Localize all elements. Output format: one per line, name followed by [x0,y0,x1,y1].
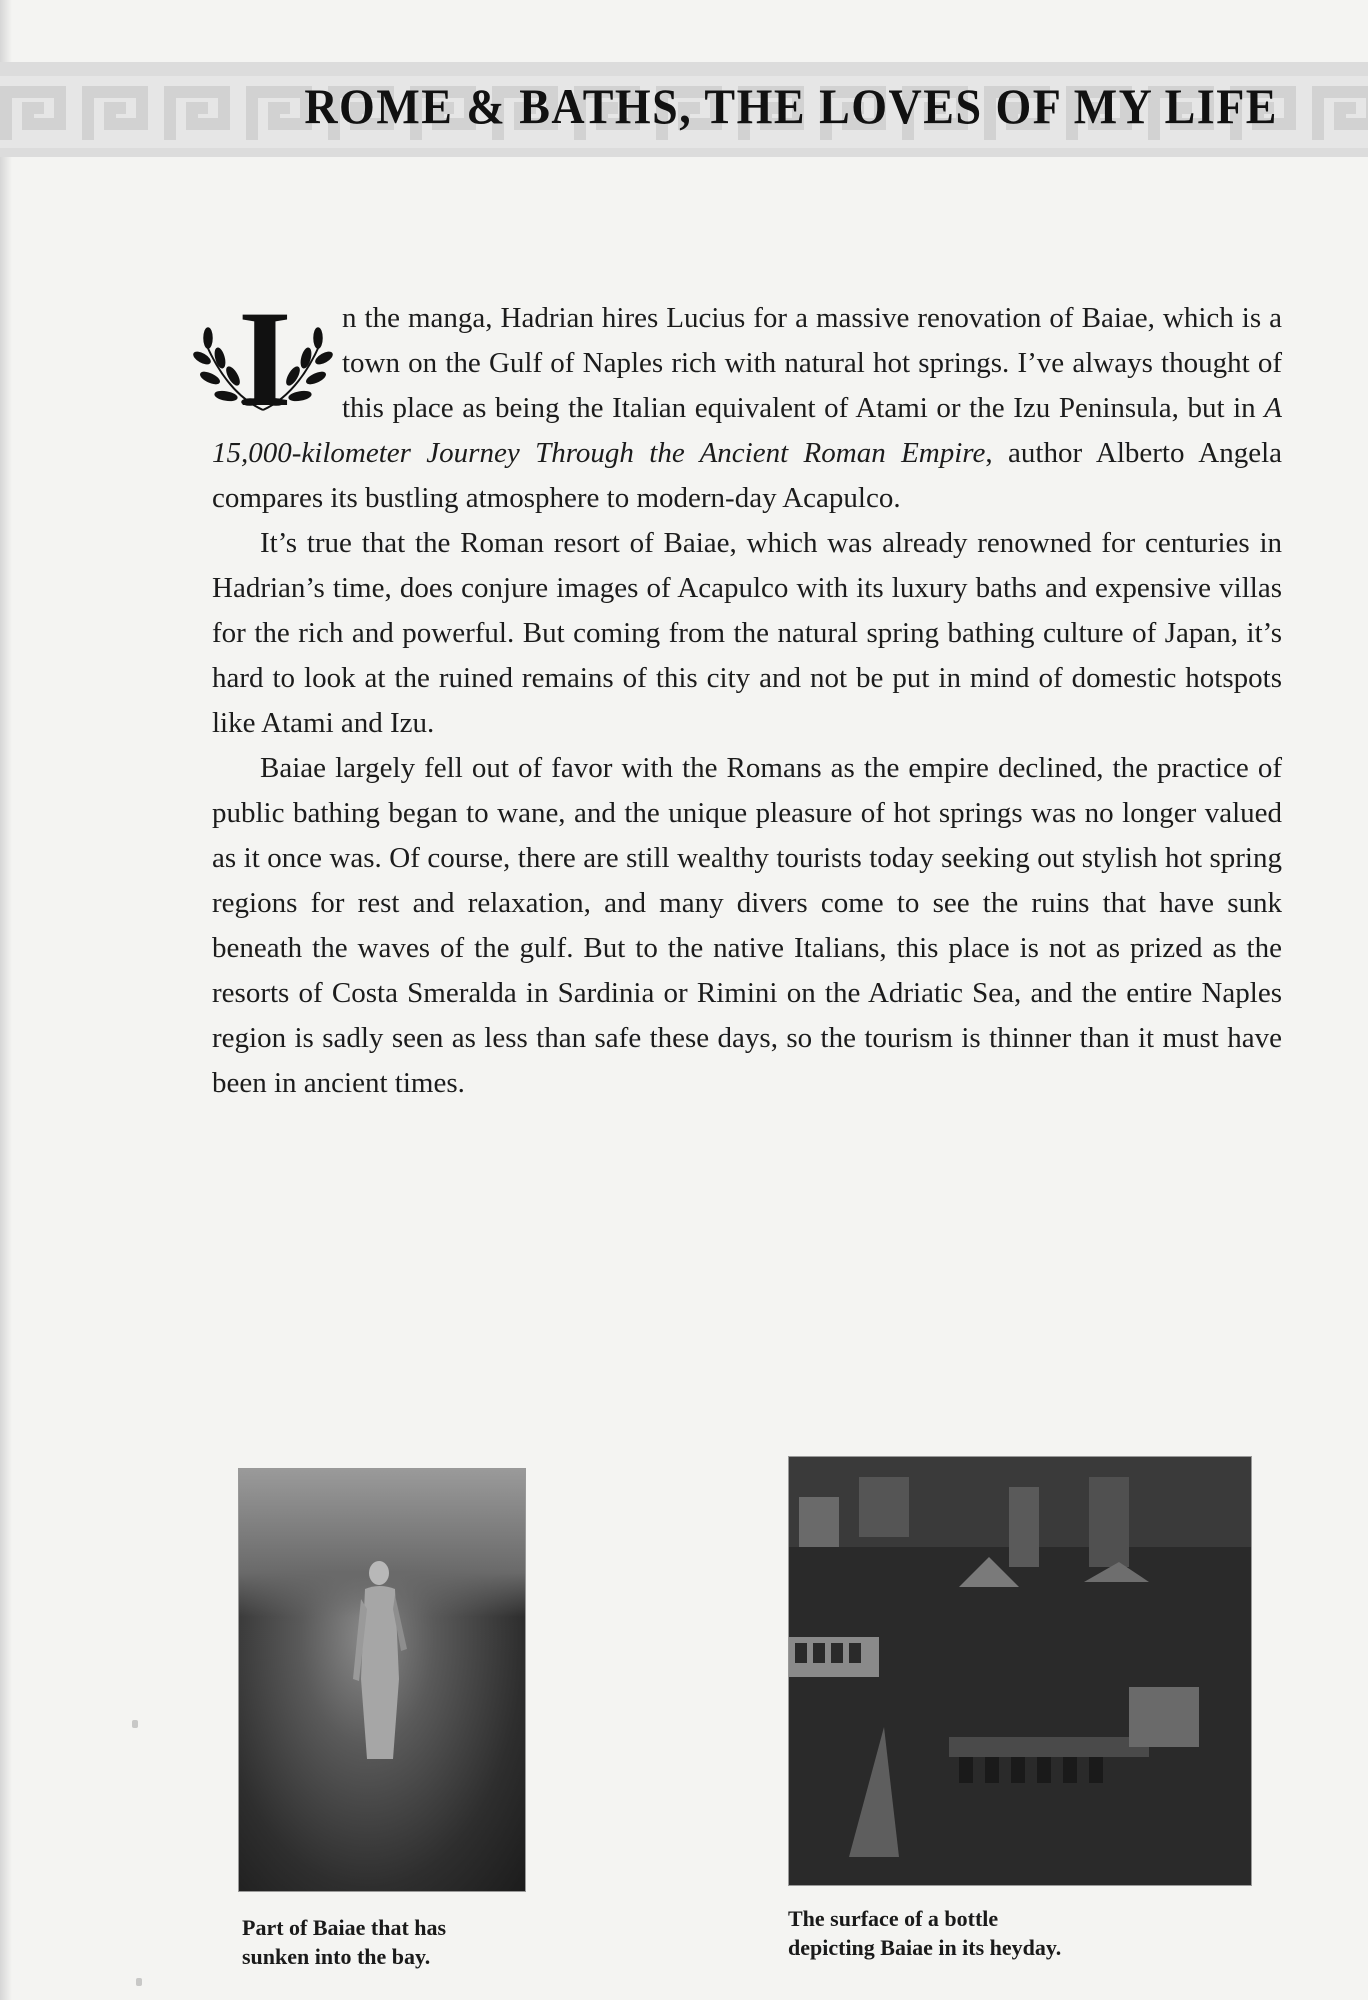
city-engraving-icon [789,1457,1251,1885]
paragraph-3: Baiae largely fell out of favor with the Romans as the empire declined, the practice of public bathing began to wane, and the unique pleasure of hot springs was no longer valued as it once was. Of course, there are still wealthy tourists today seeking out stylish hot spring regions for rest and relaxation, and many divers come to see the ruins that have sunk beneath the waves of the gulf. But to the native Italians, this place is not as prized as the resorts of Costa Smeralda in Sardinia or Rimini on the Adriatic Sea, and the entire Naples region is sadly seen as less than safe these days, so the tourism is thinner than it must have been in ancient times. [212,752,1282,1099]
text-segment: n the manga, Hadrian hires Lucius for a massive renovation of Baiae, which is a town on the Gulf of Naples rich with natural hot springs. I’ve always thought of this place as being the Italian equivalent of Atami or the Izu Peninsula, but in [342,302,1282,424]
underwater-statue-photo [238,1468,526,1892]
figure-caption-left: Part of Baiae that has sunken into the bay. [242,1915,447,1969]
drop-cap [188,282,336,435]
drop-cap-letter: I [238,282,292,435]
paragraph-1 [212,282,1283,521]
page-spine-shadow [0,0,12,2000]
book-title: A 15,000-kilometer Journey Through the Ancient Roman Empire [212,392,1282,469]
page-title: ROME & BATHS, THE LOVES OF MY LIFE [304,78,1278,135]
text-segment: , author Alberto Angela compares its bustling atmosphere to modern-day Acapulco. [212,437,1283,514]
statue-figure-icon [349,1559,409,1789]
paragraph-2: It’s true that the Roman resort of Baiae, which was already renowned for centuries in Hadrian’s time, does conjure images of Acapulco with its luxury baths and expensive villas for the rich and powerful. But coming from the natural spring bathing culture of Japan, it’s hard to look at the ruined remains of this city and not be put in mind of domestic hotspots like Atami and Izu. [212,527,1282,739]
scan-speck [132,1720,138,1728]
ancient-city-engraving-photo [788,1456,1252,1886]
figure-caption-right: The surface of a bottle depicting Baiae in its heyday. [788,1906,1062,1960]
article-body [212,282,1283,1106]
scan-speck [136,1978,142,1986]
title-banner [0,62,1368,157]
